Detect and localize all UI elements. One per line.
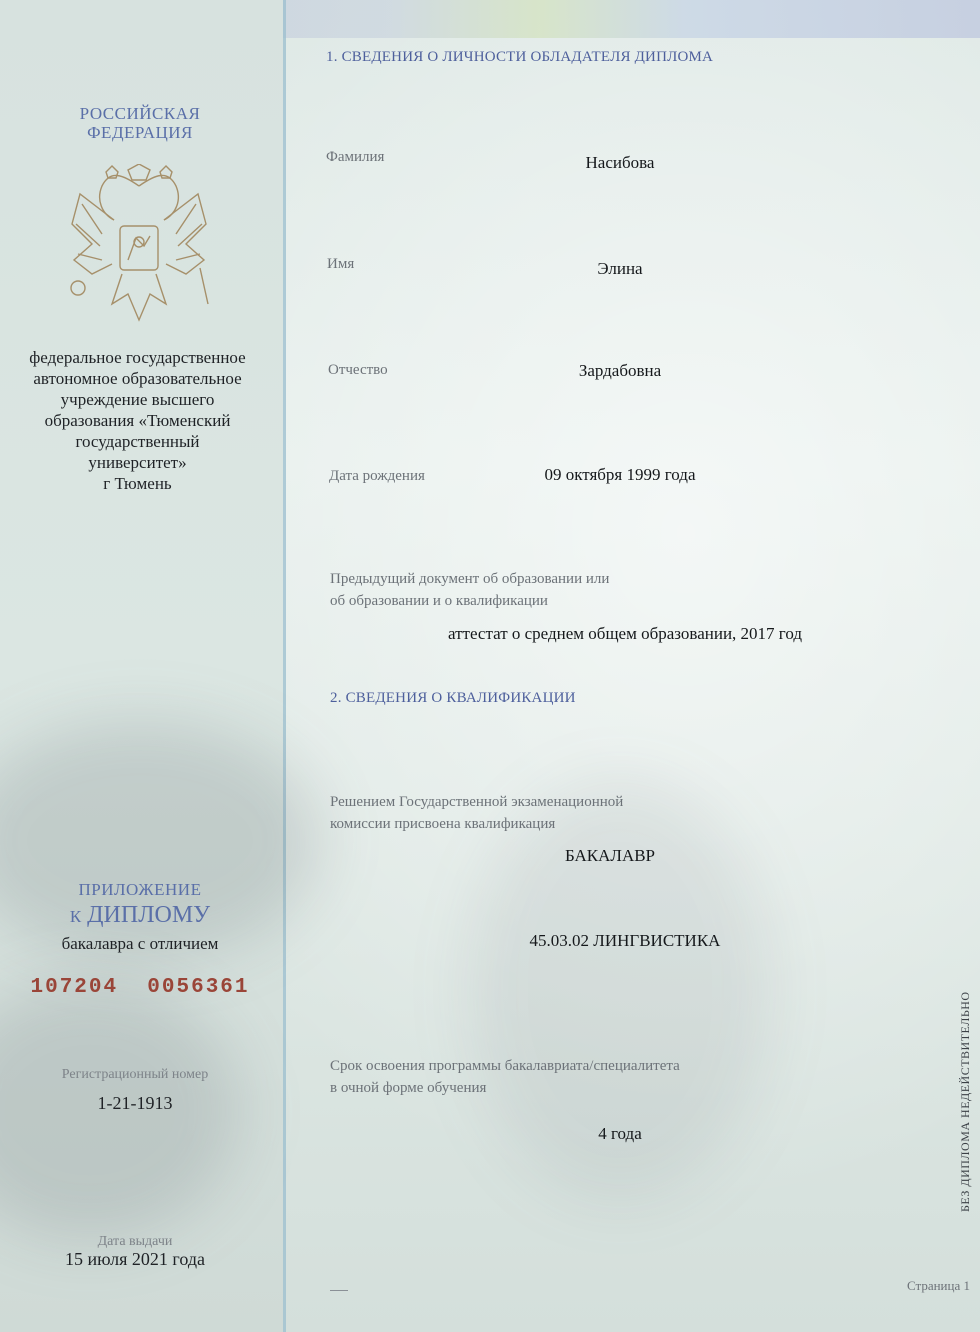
country-title — [40, 104, 240, 142]
qualification-decision-line: комиссии присвоена квалификация — [330, 816, 556, 832]
surname-value: Насибова — [585, 153, 655, 172]
issue-date-label: Дата выдачи — [97, 1234, 173, 1249]
institution-line: образования «Тюменский — [44, 411, 231, 430]
fold-line — [283, 0, 286, 1332]
institution-line: учреждение высшего — [60, 390, 215, 409]
bottom-dash — [330, 1290, 348, 1291]
supplement-diploma-title — [40, 902, 240, 929]
study-term-line: в очной форме обучения — [330, 1080, 487, 1096]
surname-label: Фамилия — [326, 149, 385, 165]
previous-document-label-line: об образовании и о квалификации — [330, 593, 548, 609]
specialty-value: 45.03.02 ЛИНГВИСТИКА — [529, 931, 721, 950]
institution-line: г Тюмень — [103, 474, 172, 493]
institution-line: автономное образовательное — [33, 369, 242, 388]
name-label: Имя — [327, 256, 355, 272]
supplement-k: К — [69, 907, 82, 926]
validity-note: БЕЗ ДИПЛОМА НЕДЕЙСТВИТЕЛЬНО — [958, 991, 972, 1212]
birth-date-value: 09 октября 1999 года — [544, 465, 696, 484]
page-number-value: 1 — [963, 1278, 970, 1293]
qualification-value: БАКАЛАВР — [564, 846, 656, 865]
supplement-title: ПРИЛОЖЕНИЕ — [78, 880, 202, 899]
institution-line: государственный — [75, 432, 200, 451]
institution-line: федеральное государственное — [29, 348, 246, 367]
diploma-type: бакалавра с отличием — [61, 934, 219, 953]
page-number — [880, 1278, 970, 1294]
previous-document-label-line: Предыдущий документ об образовании или — [330, 571, 610, 587]
registration-number: 1-21-1913 — [97, 1093, 173, 1113]
previous-document-label — [330, 568, 609, 612]
birth-date-label: Дата рождения — [329, 468, 425, 484]
name-value: Элина — [597, 259, 643, 278]
double-headed-eagle-emblem-icon — [62, 164, 216, 328]
country-line: ФЕДЕРАЦИЯ — [87, 123, 193, 142]
issue-date: 15 июля 2021 года — [65, 1249, 205, 1269]
section1-heading: 1. СВЕДЕНИЯ О ЛИЧНОСТИ ОБЛАДАТЕЛЯ ДИПЛОМА — [326, 49, 714, 65]
previous-document-value: аттестат о среднем общем образовании, 2017 год — [447, 624, 803, 643]
patronymic-label: Отчество — [328, 362, 388, 378]
supplement-diploma: ДИПЛОМУ — [87, 902, 211, 928]
institution-name — [10, 347, 265, 494]
registration-label: Регистрационный номер — [61, 1067, 209, 1082]
study-term-label — [330, 1055, 680, 1099]
qualification-decision-label — [330, 791, 623, 835]
page-label: Страница — [906, 1278, 961, 1293]
study-term-value: 4 года — [598, 1124, 642, 1143]
country-line: РОССИЙСКАЯ — [79, 104, 201, 123]
study-term-line: Срок освоения программы бакалавриата/специалитета — [330, 1058, 680, 1074]
institution-line: университет» — [88, 453, 187, 472]
patronymic-value: Зардабовна — [578, 361, 662, 380]
section2-heading: 2. СВЕДЕНИЯ О КВАЛИФИКАЦИИ — [330, 690, 576, 706]
qualification-decision-line: Решением Государственной экзаменационной — [330, 794, 624, 810]
serial-number: 107204 0056361 — [30, 976, 250, 999]
